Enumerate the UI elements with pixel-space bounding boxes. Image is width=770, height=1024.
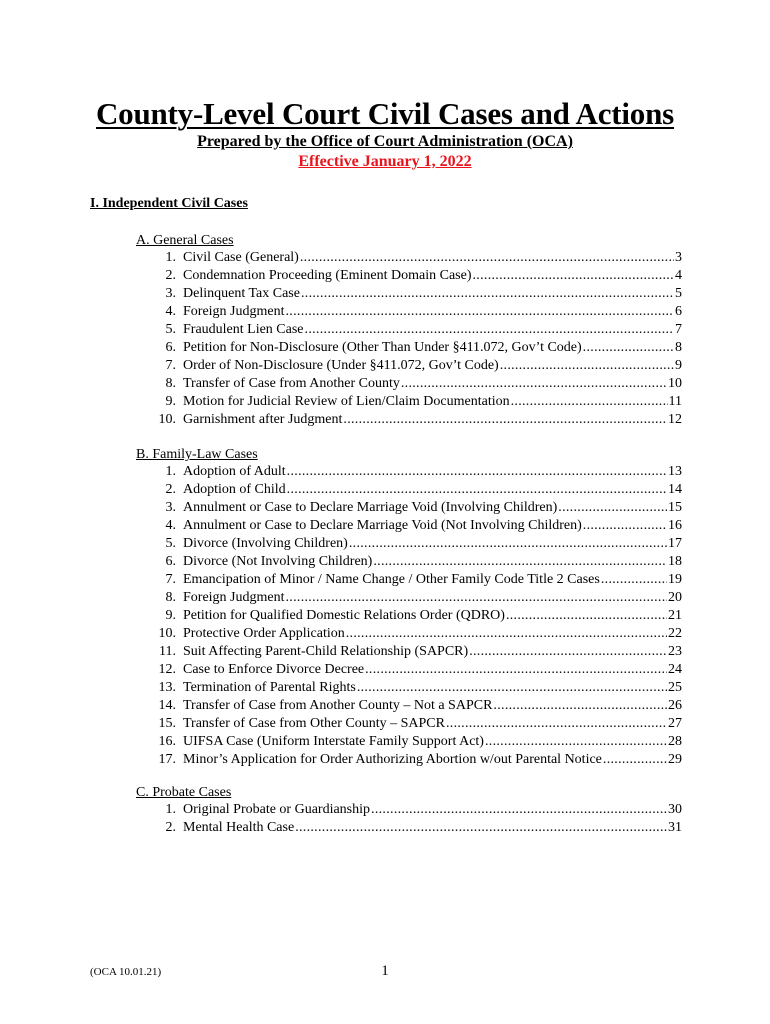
toc-entry-label: Annulment or Case to Declare Marriage Void (Involving Children) <box>183 500 558 515</box>
toc-entry-number: 17. <box>158 752 176 767</box>
toc-entry <box>136 715 682 733</box>
toc-entry <box>136 571 682 589</box>
dot-leader <box>286 589 668 607</box>
dot-leader <box>287 463 667 481</box>
toc-entry-label: Delinquent Tax Case <box>183 286 300 301</box>
toc-entry <box>136 535 682 553</box>
toc-entry-label: Motion for Judicial Review of Lien/Claim Documentation <box>183 394 510 409</box>
toc-entry-label: Transfer of Case from Another County – Not a SAPCR <box>183 698 493 713</box>
toc-entry-number: 6. <box>165 340 176 355</box>
toc-entry-number: 12. <box>158 662 176 677</box>
page-number: 1 <box>381 963 389 979</box>
toc-entry-page: 14 <box>668 482 682 497</box>
toc-entry-number: 1. <box>165 250 176 265</box>
effective-date: Effective January 1, 2022 <box>298 153 472 170</box>
toc-entry-label: Minor’s Application for Order Authorizing Abortion w/out Parental Notice <box>183 752 602 767</box>
toc-entry <box>136 303 682 321</box>
toc-entry-page: 25 <box>668 680 682 695</box>
toc-entry-page: 24 <box>668 662 682 677</box>
probate-cases-group <box>136 784 682 837</box>
toc-entry-label: Divorce (Involving Children) <box>183 536 348 551</box>
toc-entry <box>136 321 682 339</box>
toc-entry <box>136 499 682 517</box>
dot-leader <box>603 751 667 769</box>
toc-entry-number: 11. <box>159 644 176 659</box>
toc-entry-number: 2. <box>165 268 176 283</box>
toc-entry <box>136 679 682 697</box>
toc-entry-number: 3. <box>165 500 176 515</box>
dot-leader <box>365 661 667 679</box>
dot-leader <box>371 801 667 819</box>
toc-entry-number: 3. <box>165 286 176 301</box>
toc-entry-number: 13. <box>158 680 176 695</box>
dot-leader <box>373 553 667 571</box>
toc-entry-page: 30 <box>668 802 682 817</box>
general-cases-group <box>136 232 682 429</box>
toc-entry-page: 28 <box>668 734 682 749</box>
dot-leader <box>446 715 667 733</box>
dot-leader <box>300 249 674 267</box>
toc-entry <box>136 625 682 643</box>
toc-entry <box>136 819 682 837</box>
toc-entry-label: Foreign Judgment <box>183 590 285 605</box>
toc-entry-page: 6 <box>675 304 682 319</box>
toc-entry-number: 8. <box>165 376 176 391</box>
toc-entry-page: 3 <box>675 250 682 265</box>
dot-leader <box>401 375 667 393</box>
toc-entry-label: Foreign Judgment <box>183 304 285 319</box>
toc-entry-page: 21 <box>668 608 682 623</box>
dot-leader <box>349 535 667 553</box>
toc-entry <box>136 697 682 715</box>
toc-entry-label: Petition for Non-Disclosure (Other Than Under §411.072, Gov’t Code) <box>183 340 582 355</box>
toc-entry-page: 31 <box>668 820 682 835</box>
toc-entry-label: Transfer of Case from Other County – SAPCR <box>183 716 445 731</box>
toc-entry <box>136 249 682 267</box>
toc-entry <box>136 643 682 661</box>
toc-entry-page: 20 <box>668 590 682 605</box>
toc-entry-page: 11 <box>668 394 682 409</box>
dot-leader <box>583 517 667 535</box>
toc-entry-page: 10 <box>668 376 682 391</box>
toc-entry-label: Suit Affecting Parent-Child Relationship (SAPCR) <box>183 644 469 659</box>
toc-entry-number: 1. <box>165 464 176 479</box>
toc-entry-page: 26 <box>668 698 682 713</box>
toc-entry-number: 2. <box>165 820 176 835</box>
toc-entry-label: Order of Non-Disclosure (Under §411.072, Gov’t Code) <box>183 358 499 373</box>
toc-entry-label: Transfer of Case from Another County <box>183 376 400 391</box>
dot-leader <box>583 339 674 357</box>
toc-entry-label: Original Probate or Guardianship <box>183 802 371 817</box>
dot-leader <box>357 679 667 697</box>
toc-entry <box>136 411 682 429</box>
toc-entry-number: 5. <box>165 322 176 337</box>
toc-entry-label: Condemnation Proceeding (Eminent Domain Case) <box>183 268 472 283</box>
toc-entry-label: Protective Order Application <box>183 626 345 641</box>
toc-entry-page: 16 <box>668 518 682 533</box>
toc-entry-page: 15 <box>668 500 682 515</box>
toc-entry-number: 10. <box>158 626 176 641</box>
toc-entry-number: 4. <box>165 304 176 319</box>
toc-entry-label: Fraudulent Lien Case <box>183 322 304 337</box>
toc-entry <box>136 607 682 625</box>
toc-entry-label: Adoption of Adult <box>183 464 286 479</box>
toc-entry-label: Annulment or Case to Declare Marriage Void (Not Involving Children) <box>183 518 582 533</box>
toc-entry <box>136 285 682 303</box>
toc-entry <box>136 589 682 607</box>
document-title: County-Level Court Civil Cases and Actions <box>95 96 675 131</box>
toc-entry-number: 8. <box>165 590 176 605</box>
toc-entry <box>136 357 682 375</box>
section-heading: I. Independent Civil Cases <box>90 196 248 211</box>
dot-leader <box>500 357 674 375</box>
toc-entry-label: Petition for Qualified Domestic Relations Order (QDRO) <box>183 608 505 623</box>
toc-entry-label: Mental Health Case <box>183 820 295 835</box>
dot-leader <box>346 625 667 643</box>
toc-entry-number: 9. <box>165 394 176 409</box>
toc-entry-page: 7 <box>675 322 682 337</box>
toc-entry-page: 8 <box>675 340 682 355</box>
toc-entry <box>136 267 682 285</box>
toc-entry-label: Emancipation of Minor / Name Change / Other Family Code Title 2 Cases <box>183 572 600 587</box>
toc-entry <box>136 463 682 481</box>
toc-entry <box>136 481 682 499</box>
dot-leader <box>301 285 674 303</box>
dot-leader <box>485 733 667 751</box>
dot-leader <box>286 303 675 321</box>
toc-entry <box>136 733 682 751</box>
toc-entry <box>136 801 682 819</box>
toc-entry-page: 19 <box>668 572 682 587</box>
toc-entry-label: Adoption of Child <box>183 482 286 497</box>
dot-leader <box>287 481 667 499</box>
dot-leader <box>473 267 675 285</box>
dot-leader <box>493 697 667 715</box>
dot-leader <box>295 819 667 837</box>
toc-entry-page: 9 <box>675 358 682 373</box>
form-code: (OCA 10.01.21) <box>90 966 162 978</box>
document-subtitle: Prepared by the Office of Court Administration (OCA) <box>197 133 573 150</box>
toc-entry-number: 7. <box>165 572 176 587</box>
toc-entry-label: Divorce (Not Involving Children) <box>183 554 373 569</box>
family-law-cases-group <box>136 446 682 769</box>
toc-entry-page: 23 <box>668 644 682 659</box>
toc-entry-label: Case to Enforce Divorce Decree <box>183 662 365 677</box>
dot-leader <box>506 607 667 625</box>
toc-entry <box>136 553 682 571</box>
toc-entry-page: 13 <box>668 464 682 479</box>
toc-entry <box>136 375 682 393</box>
toc-entry-label: Civil Case (General) <box>183 250 299 265</box>
toc-entry <box>136 751 682 769</box>
toc-entry <box>136 661 682 679</box>
toc-entry-number: 4. <box>165 518 176 533</box>
toc-entry-page: 22 <box>668 626 682 641</box>
dot-leader <box>469 643 667 661</box>
toc-entry-number: 14. <box>158 698 176 713</box>
toc-entry-page: 18 <box>668 554 682 569</box>
toc-entry-page: 29 <box>668 752 682 767</box>
toc-entry-page: 4 <box>675 268 682 283</box>
toc-entry-number: 2. <box>165 482 176 497</box>
dot-leader <box>343 411 667 429</box>
toc-entry-number: 5. <box>165 536 176 551</box>
group-heading: C. Probate Cases <box>136 785 232 800</box>
dot-leader <box>558 499 667 517</box>
toc-entry <box>136 517 682 535</box>
toc-entry-page: 17 <box>668 536 682 551</box>
toc-entry-label: Termination of Parental Rights <box>183 680 356 695</box>
toc-entry-number: 7. <box>165 358 176 373</box>
toc-entry-number: 15. <box>158 716 176 731</box>
group-heading: A. General Cases <box>136 233 234 248</box>
toc-entry-label: UIFSA Case (Uniform Interstate Family Support Act) <box>183 734 484 749</box>
toc-entry <box>136 393 682 411</box>
dot-leader <box>305 321 674 339</box>
toc-entry-number: 9. <box>165 608 176 623</box>
toc-entry-number: 1. <box>165 802 176 817</box>
toc-entry-number: 16. <box>158 734 176 749</box>
group-heading: B. Family-Law Cases <box>136 447 258 462</box>
dot-leader <box>601 571 667 589</box>
toc-entry-page: 27 <box>668 716 682 731</box>
toc-entry-label: Garnishment after Judgment <box>183 412 343 427</box>
toc-entry-number: 10. <box>158 412 176 427</box>
toc-entry-page: 5 <box>675 286 682 301</box>
toc-entry-number: 6. <box>165 554 176 569</box>
toc-entry-page: 12 <box>668 412 682 427</box>
toc-entry <box>136 339 682 357</box>
dot-leader <box>511 393 668 411</box>
